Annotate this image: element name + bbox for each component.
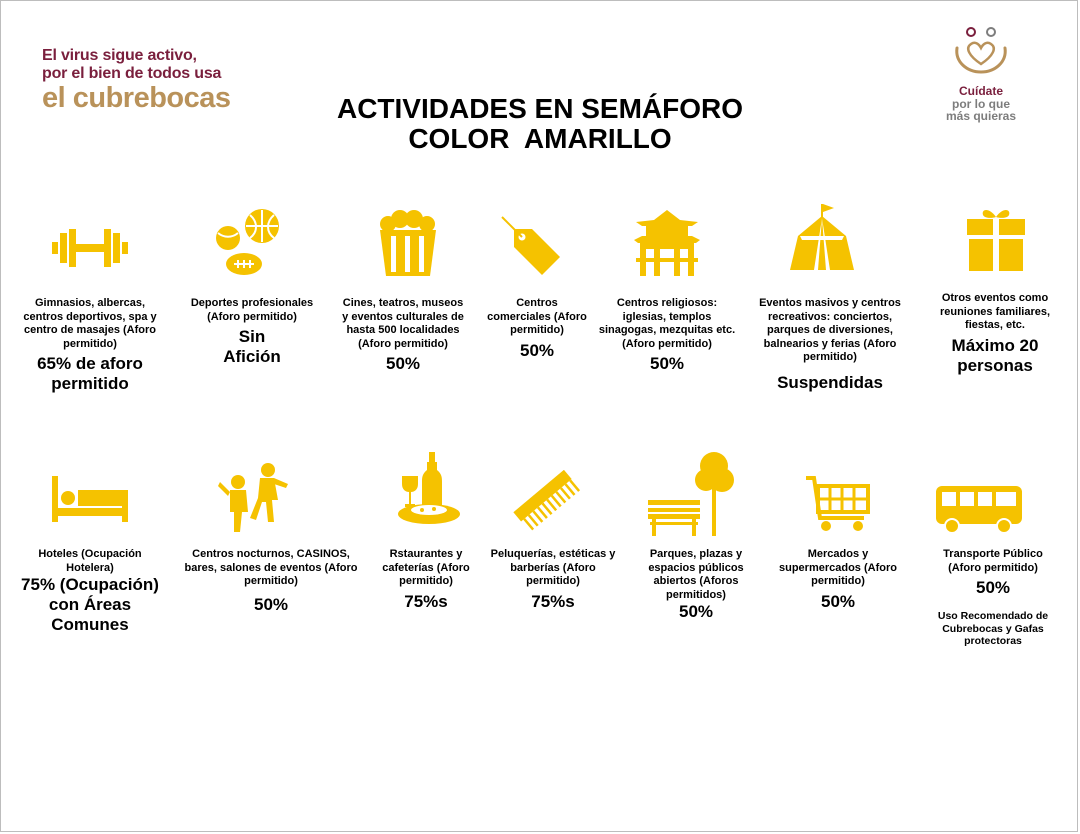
activity-description: Centros religiosos: iglesias, templos sinagogas, mezquitas etc. (Aforo permitido) bbox=[598, 297, 736, 350]
activity-capacity: 50% bbox=[385, 354, 421, 373]
circus-tent-icon bbox=[788, 204, 856, 272]
popcorn-icon bbox=[378, 210, 438, 276]
dumbbell-icon bbox=[50, 225, 130, 271]
activity-description: Eventos masivos y centros recreativos: conciertos, parques de diversiones, balnearios y ferias (Aforo permitido) bbox=[759, 297, 901, 363]
activity-description: Transporte Público (Aforo permitido) bbox=[943, 548, 1043, 574]
activity-capacity: 65% de aforo permitido bbox=[37, 354, 143, 393]
slogan bbox=[42, 48, 231, 113]
activity-description: Hoteles (Ocupación Hotelera) bbox=[38, 548, 142, 574]
activity-nightclubs bbox=[176, 548, 366, 615]
activity-hotels bbox=[5, 548, 175, 635]
activity-description: Rstaurantes y cafeterías (Aforo permitido) bbox=[382, 548, 470, 587]
activity-malls bbox=[462, 297, 612, 361]
balls-icon bbox=[212, 208, 284, 276]
activity-markets bbox=[763, 548, 913, 612]
activity-capacity: 75%s bbox=[531, 591, 575, 611]
activity-mass-events bbox=[755, 297, 905, 393]
activity-gym bbox=[15, 297, 165, 394]
activity-capacity: 50% bbox=[253, 594, 289, 614]
activity-capacity: Suspendidas bbox=[777, 372, 883, 392]
title-line-2: COLOR AMARILLO bbox=[408, 123, 672, 154]
logo-line-3: más quieras bbox=[945, 109, 1017, 123]
activity-capacity: 75%s bbox=[404, 591, 448, 611]
activity-capacity: Sin Afición bbox=[223, 327, 281, 366]
wine-icon bbox=[396, 452, 462, 528]
slogan-line-1: El virus sigue activo, bbox=[42, 47, 197, 64]
activity-description: Parques, plazas y espacios públicos abiertos (Aforos permitidos) bbox=[648, 548, 744, 601]
shopping-cart-icon bbox=[806, 474, 872, 532]
activity-public-transport bbox=[918, 548, 1068, 648]
activity-description: Cines, teatros, museos y eventos culturales de hasta 500 localidades (Aforo permitido) bbox=[342, 297, 464, 350]
logo-line-1: Cuídate bbox=[958, 84, 1003, 98]
activity-capacity: 50% bbox=[519, 340, 555, 360]
comb-icon bbox=[512, 470, 582, 532]
temple-icon bbox=[632, 210, 702, 276]
cuidate-logo bbox=[926, 26, 1036, 122]
park-icon bbox=[648, 448, 740, 536]
activity-parks bbox=[621, 548, 771, 622]
logo-line-2: por lo que bbox=[952, 97, 1010, 111]
activity-religious bbox=[592, 297, 742, 374]
activity-capacity: 75% (Ocupación) con Áreas Comunes bbox=[21, 575, 159, 634]
activity-capacity: 50% bbox=[678, 602, 714, 621]
slogan-line-3: el cubrebocas bbox=[42, 82, 231, 114]
activity-description: Centros nocturnos, CASINOS, bares, salones de eventos (Aforo permitido) bbox=[184, 548, 358, 587]
activity-description: Centros comerciales (Aforo permitido) bbox=[487, 297, 587, 336]
activity-other-events bbox=[920, 292, 1070, 376]
activity-description: Deportes profesionales (Aforo permitido) bbox=[190, 297, 314, 323]
activity-description: Otros eventos como reuniones familiares, fiestas, etc. bbox=[939, 292, 1051, 331]
bus-icon bbox=[934, 484, 1024, 534]
gift-icon bbox=[965, 205, 1027, 271]
page-title bbox=[300, 94, 780, 154]
family-hands-logo-icon bbox=[951, 26, 1011, 78]
activity-capacity: 50% bbox=[975, 578, 1011, 597]
activity-description: Mercados y supermercados (Aforo permitido) bbox=[779, 548, 897, 587]
activity-description: Gimnasios, albercas, centros deportivos, spa y centro de masajes (Aforo permitido) bbox=[23, 297, 157, 350]
activity-barbershops bbox=[475, 548, 631, 612]
title-line-1: ACTIVIDADES EN SEMÁFORO bbox=[336, 93, 744, 124]
activity-pro-sports bbox=[177, 297, 327, 367]
bed-icon bbox=[52, 476, 128, 522]
activity-capacity: Máximo 20 personas bbox=[951, 335, 1039, 375]
activity-note: Uso Recomendado de Cubrebocas y Gafas protectoras bbox=[937, 610, 1049, 647]
activity-capacity: 50% bbox=[820, 591, 856, 611]
slogan-line-2: por el bien de todos usa bbox=[42, 65, 222, 82]
activity-cinemas bbox=[328, 297, 478, 374]
dancers-icon bbox=[216, 462, 292, 532]
activity-description: Peluquerías, estéticas y barberías (Aforo permitido) bbox=[490, 548, 616, 587]
price-tag-icon bbox=[500, 215, 562, 277]
activity-capacity: 50% bbox=[649, 354, 685, 373]
